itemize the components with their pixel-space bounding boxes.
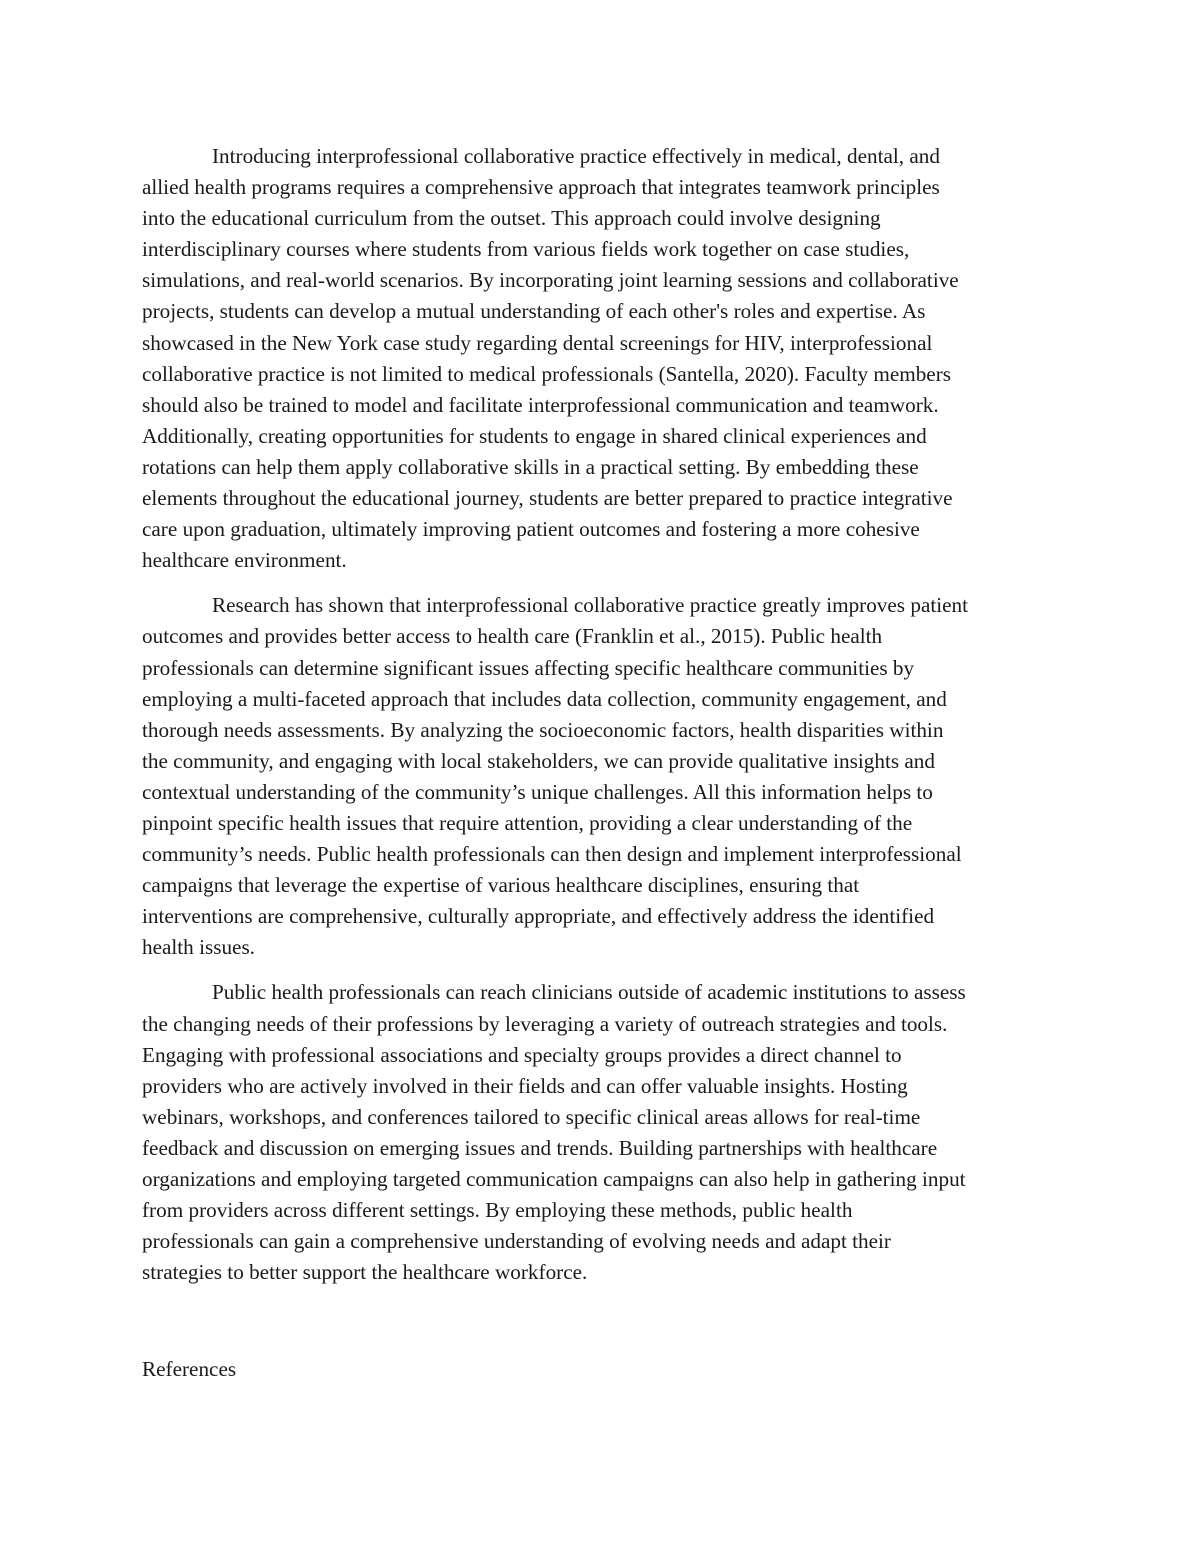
- paragraph-line: contextual understanding of the community’s unique challenges. All this information helps to: [142, 779, 933, 804]
- document-body: [142, 141, 1060, 1302]
- paragraph-line: Introducing interprofessional collaborative practice effectively in medical, dental, and: [212, 144, 940, 168]
- paragraph-2: [142, 590, 1060, 963]
- references-heading: References: [142, 1357, 237, 1381]
- paragraph-line: healthcare environment.: [142, 548, 347, 573]
- paragraph-line: the changing needs of their professions by leveraging a variety of outreach strategies and tools.: [142, 1011, 948, 1036]
- paragraph-line: elements throughout the educational journey, students are better prepared to practice integrative: [142, 486, 953, 511]
- paragraph-line: interventions are comprehensive, culturally appropriate, and effectively address the identified: [142, 904, 935, 929]
- paragraph-line: pinpoint specific health issues that require attention, providing a clear understanding of the: [142, 810, 913, 835]
- paragraph-line: Engaging with professional associations and specialty groups provides a direct channel to: [142, 1042, 902, 1067]
- paragraph-line: interdisciplinary courses where students from various fields work together on case studies,: [142, 237, 910, 262]
- paragraph-line: health issues.: [142, 935, 255, 960]
- paragraph-line: the community, and engaging with local stakeholders, we can provide qualitative insights and: [142, 748, 935, 773]
- paragraph-3: [142, 977, 1060, 1288]
- paragraph-line: Public health professionals can reach clinicians outside of academic institutions to assess: [212, 980, 966, 1005]
- paragraph-line: care upon graduation, ultimately improving patient outcomes and fostering a more cohesive: [142, 517, 920, 542]
- paragraph-line: strategies to better support the healthcare workforce.: [142, 1260, 588, 1285]
- paragraph-line: from providers across different settings. By employing these methods, public health: [142, 1198, 853, 1223]
- paragraph-line: webinars, workshops, and conferences tailored to specific clinical areas allows for real-time: [142, 1104, 921, 1129]
- paragraph-line: organizations and employing targeted communication campaigns can also help in gathering input: [142, 1167, 966, 1191]
- paragraph-line: should also be trained to model and facilitate interprofessional communication and teamwork.: [142, 392, 939, 417]
- paragraph-line: providers who are actively involved in their fields and can offer valuable insights. Hosting: [142, 1073, 908, 1098]
- paragraph-line: into the educational curriculum from the outset. This approach could involve designing: [142, 206, 881, 231]
- paragraph-line: projects, students can develop a mutual understanding of each other's roles and expertise. As: [142, 299, 926, 324]
- paragraph-1: [142, 141, 1060, 576]
- paragraph-line: Research has shown that interprofessional collaborative practice greatly improves patient: [212, 593, 969, 618]
- paragraph-line: thorough needs assessments. By analyzing the socioeconomic factors, health disparities within: [142, 717, 944, 742]
- paragraph-line: feedback and discussion on emerging issues and trends. Building partnerships with healthcare: [142, 1135, 938, 1160]
- paragraph-line: professionals can gain a comprehensive understanding of evolving needs and adapt their: [142, 1229, 891, 1254]
- paragraph-line: collaborative practice is not limited to medical professionals (Santella, 2020). Faculty members: [142, 361, 952, 386]
- paragraph-line: employing a multi-faceted approach that includes data collection, community engagement, and: [142, 686, 947, 711]
- paragraph-line: campaigns that leverage the expertise of various healthcare disciplines, ensuring that: [142, 873, 860, 898]
- paragraph-line: simulations, and real-world scenarios. By incorporating joint learning sessions and collaborative: [142, 268, 959, 293]
- paragraph-line: community’s needs. Public health professionals can then design and implement interprofessional: [142, 842, 962, 867]
- paragraph-line: professionals can determine significant issues affecting specific healthcare communities by: [142, 655, 915, 680]
- paragraph-line: outcomes and provides better access to health care (Franklin et al., 2015). Public health: [142, 624, 883, 649]
- paragraph-line: allied health programs requires a comprehensive approach that integrates teamwork principles: [142, 175, 940, 200]
- paragraph-line: showcased in the New York case study regarding dental screenings for HIV, interprofessional: [142, 330, 933, 355]
- paragraph-line: Additionally, creating opportunities for students to engage in shared clinical experiences and: [142, 423, 927, 448]
- paragraph-line: rotations can help them apply collaborative skills in a practical setting. By embedding these: [142, 454, 919, 479]
